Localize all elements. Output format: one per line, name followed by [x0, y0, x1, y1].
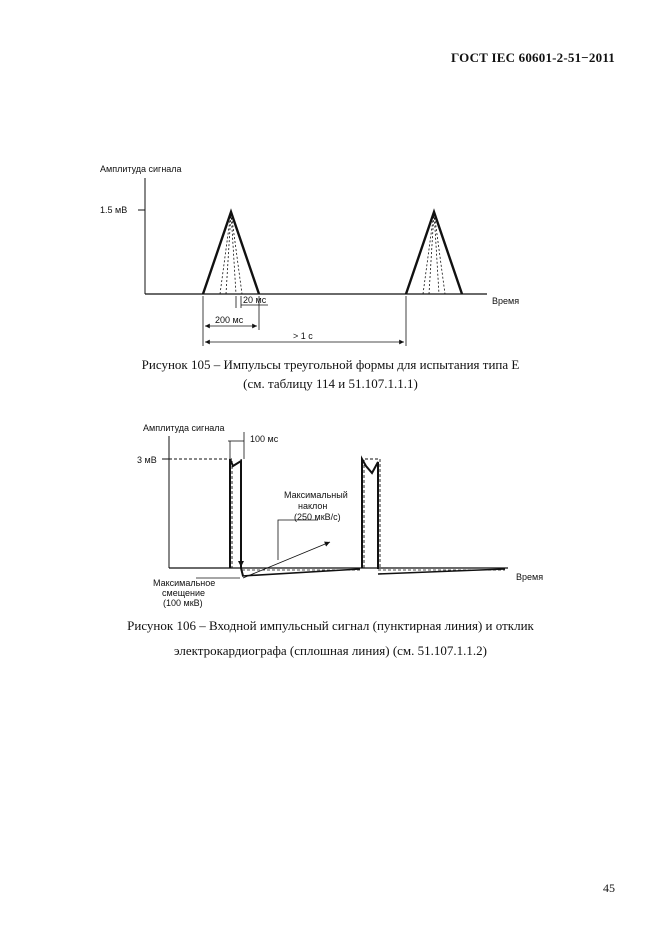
dimension-20ms — [236, 295, 268, 308]
svg-text:Максимальный: Максимальный — [284, 490, 348, 500]
triangle-pulse-1 — [203, 212, 259, 294]
svg-text:> 1 с: > 1 с — [293, 331, 313, 341]
svg-text:наклон: наклон — [298, 501, 328, 511]
svg-text:20 мс: 20 мс — [243, 295, 267, 305]
svg-text:(100 мкВ): (100 мкВ) — [163, 598, 203, 608]
triangle-pulse-2 — [406, 212, 462, 294]
figure-105-caption: Рисунок 105 – Импульсы треугольной формы для испытания типа Е (см. таблицу 114 и 51.107.1.1.1) — [141, 357, 520, 391]
svg-text:200 мс: 200 мс — [215, 315, 244, 325]
svg-text:(250 мкВ/с): (250 мкВ/с) — [294, 512, 341, 522]
y-axis-label: Амплитуда сигнала — [100, 164, 182, 174]
svg-text:100 мс: 100 мс — [250, 434, 279, 444]
x-axis-label: Время — [492, 296, 520, 306]
y-axis-label: Амплитуда сигнала — [143, 423, 225, 433]
document-header: ГОСТ IEC 60601-2-51−2011 — [450, 50, 615, 65]
y-tick-label: 1.5 мВ — [100, 205, 128, 215]
figure-106-caption: Рисунок 106 – Входной импульсный сигнал (пунктирная линия) и отклик электрокардиографа (сплошная линия) (см. 51.107.1.1.2) — [127, 618, 534, 658]
svg-text:смещение: смещение — [162, 588, 206, 598]
y-tick-label: 3 мВ — [137, 455, 157, 465]
page-number: 45 — [603, 881, 615, 895]
svg-text:Максимальное: Максимальное — [153, 578, 216, 588]
x-axis-label: Время — [516, 572, 544, 582]
